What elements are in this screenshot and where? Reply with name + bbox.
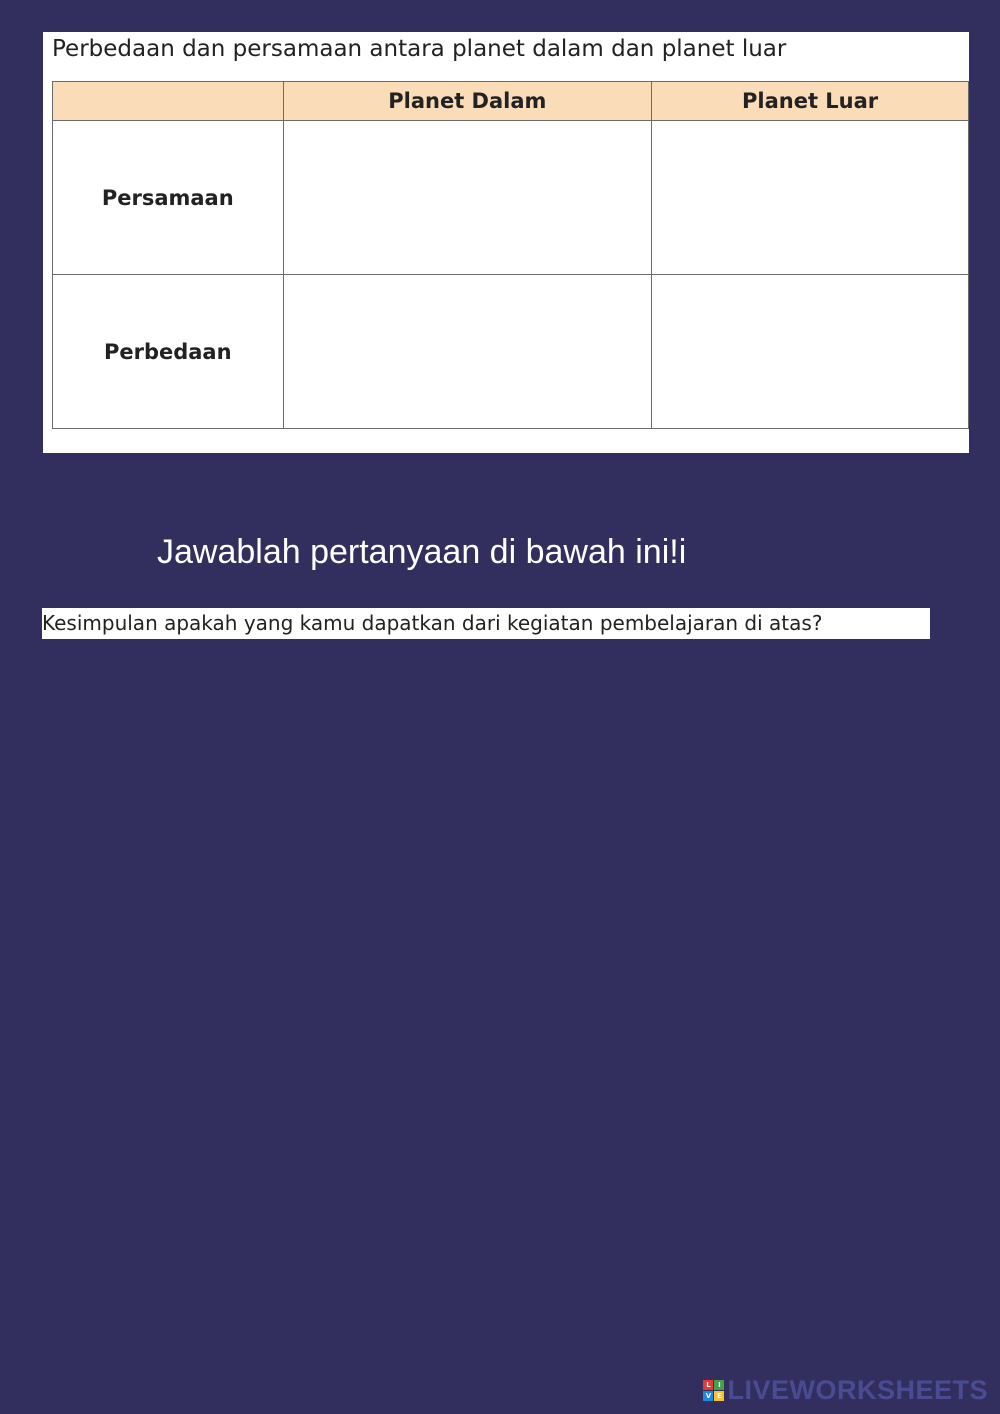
- comparison-worksheet: [43, 32, 969, 453]
- instruction-heading: Jawablah pertanyaan di bawah ini!i: [157, 533, 687, 571]
- table-row-perbedaan: [53, 275, 969, 429]
- logo-letter-v: V: [703, 1391, 713, 1401]
- answer-cell-persamaan-planet-dalam[interactable]: [283, 121, 652, 275]
- answer-cell-perbedaan-planet-luar[interactable]: [652, 275, 969, 429]
- watermark: [703, 1375, 988, 1406]
- answer-cell-perbedaan-planet-dalam[interactable]: [283, 275, 652, 429]
- liveworksheets-logo-icon: [703, 1380, 724, 1401]
- table-header-row: [53, 82, 969, 121]
- row-label-perbedaan: Perbedaan: [53, 275, 284, 429]
- watermark-text: LIVEWORKSHEETS: [727, 1375, 988, 1405]
- table-row-persamaan: [53, 121, 969, 275]
- table-caption: Perbedaan dan persamaan antara planet dalam dan planet luar: [52, 36, 787, 62]
- row-label-persamaan: Persamaan: [53, 121, 284, 275]
- logo-letter-i: I: [714, 1380, 724, 1390]
- header-corner-cell: [53, 82, 284, 121]
- question-strip: [42, 608, 930, 639]
- comparison-table: [52, 81, 969, 429]
- logo-letter-e: E: [714, 1391, 724, 1401]
- answer-cell-persamaan-planet-luar[interactable]: [652, 121, 969, 275]
- header-planet-dalam: Planet Dalam: [283, 82, 652, 121]
- question-text: Kesimpulan apakah yang kamu dapatkan dari kegiatan pembelajaran di atas?: [42, 611, 823, 635]
- logo-letter-l: L: [703, 1380, 713, 1390]
- header-planet-luar: Planet Luar: [652, 82, 969, 121]
